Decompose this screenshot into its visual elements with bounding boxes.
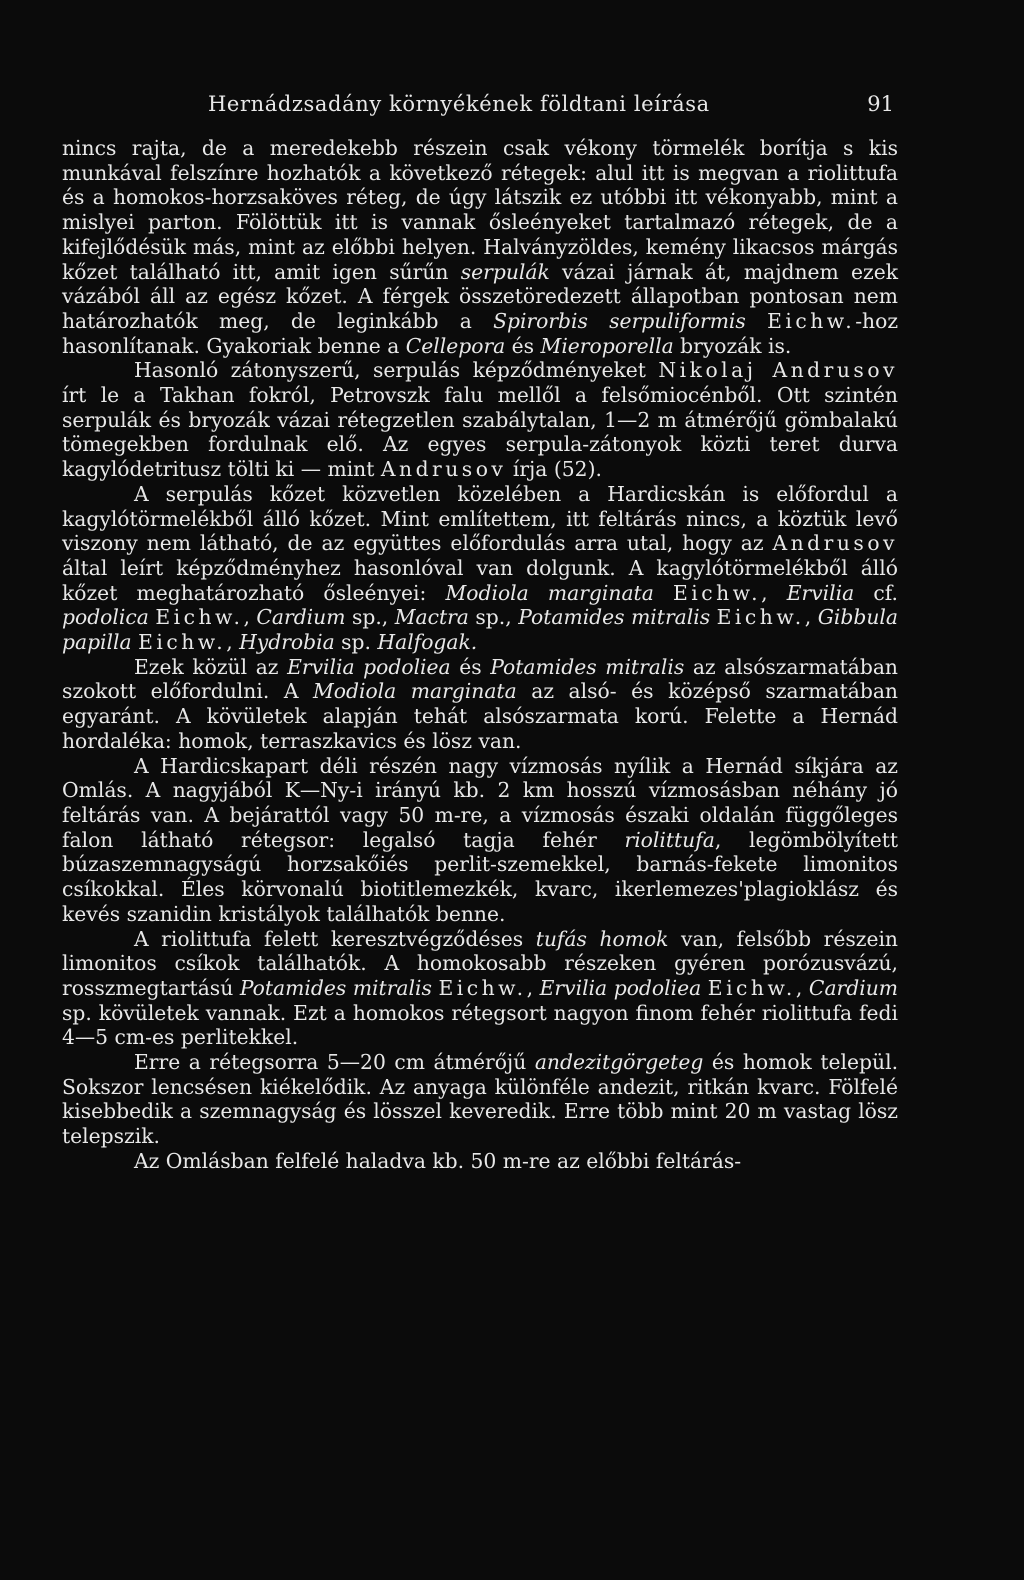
page-number: 91 [867,92,894,116]
paragraph [62,655,898,754]
spaced-name: Eichw. [707,975,796,1000]
spaced-name: Eichw. [767,308,856,333]
text-run: A serpulás kőzet közvetlen közelében a Hardicskán is előfordul a kagylótörmelékből álló kőzet. Mint említettem, itt feltárás nincs, a köztük levő viszony nem látható, de az együttes előfordulás arra utal, hogy az [62,481,898,556]
text-run: nincs rajta, de a meredekebb részein csak vékony törmelék borítja s kis munkával felszínre hozhatók a következő rétegek: alul itt is megvan a riolittufa és a homokos-horzsaköves réteg, de úgy látszik ez utóbbi itt vékonyabb, mint a mislyei parton. Fölöttük itt is vannak ősleényeket tartalmazó rétegek, de a kifejlődésük más, mint az előbbi helyen. Halványzöldes, kemény likacsos márgás kőzet található itt, amit igen sűrűn [62,136,898,284]
spaced-name: Eichw. [716,605,805,630]
text-run: -hoz hasonlítanak. Gyakoriak benne a [62,308,899,358]
italic-taxon: Modiola marginata [313,679,517,704]
spaced-name: Eichw. [438,975,527,1000]
italic-taxon: Spirorbis serpuliformis [493,308,746,333]
italic-taxon: Halfogak. [377,630,478,655]
italic-taxon: Cellepora [405,333,506,358]
text-run: az alsó- és középső szarmatában egyaránt. A kövületek alapján tehát alsószarmata korú. Felette a Hernád hordaléka: homok, terraszkavics és lösz van. [62,679,898,753]
running-header [0,92,1024,122]
text-run: és [505,333,541,358]
text-run: Hasonló zátonyszerű, serpulás képződményeket [134,358,659,383]
text-run: , [526,975,540,1000]
text-run: vázai járnak át, majdnem ezek vázából áll az egész kőzet. A férgek összetöredezett állapotban pontosan nem határozhatók meg, de leginkább a [62,259,899,333]
text-run: az alsószarmatában szokott előfordulni. A [62,654,898,704]
text-run: és homok települ. Sokszor lencsésen kiékelődik. Az anyaga különféle andezit, ritkán kvarc. Fölfelé kisebbedik a szemnagyság és lösszel keveredik. Erre több mint 20 m vastag lösz telepszik. [62,1050,899,1149]
text-run: és [450,654,491,679]
text-run: , [795,975,809,1000]
paragraph [62,1149,898,1174]
italic-taxon: Ervilia podoliea [539,975,702,1000]
italic-taxon: Ervilia podoliea [287,654,451,679]
italic-taxon: Ervilia [786,580,855,605]
italic-taxon: podolica [62,605,149,630]
body-text [62,136,898,1174]
text-run: sp., [345,605,395,630]
text-run: Erre a rétegsorra 5—20 cm átmérőjű [134,1050,535,1075]
paragraph [62,482,898,655]
text-run: , [226,630,240,655]
italic-taxon: serpulák [460,259,550,284]
italic-taxon: andezitgörgeteg [534,1050,704,1075]
text-run: cf. [854,580,898,605]
text-run: sp. kövületek vannak. Ezt a homokos rétegsort nagyon finom fehér riolittufa fedi 4—5 cm-es perlitekkel. [62,1000,898,1050]
italic-taxon: Potamides mitralis [239,975,432,1000]
text-run: Ezek közül az [134,654,288,679]
paragraph [62,136,898,358]
spaced-name: Andrusov [380,457,507,482]
text-run [746,309,767,333]
paragraph [62,754,898,927]
text-run: írt le a Takhan fokról, Petrovszk falu mellől a felsőmiocénből. Ott szintén serpulák és bryozák vázai rétegzetlen szabálytalan, 1—2 m átmérőjű gömbalakú tömegekben fordulnak elő. Az egyes serpula-zátonyok közti teret durva kagylódetritusz tölti ki — mint [62,383,898,482]
text-run: által leírt képződményhez hasonlóval van dolgunk. A kagylótörmelékből álló kőzet meghatározható ősleényei: [62,555,898,605]
text-run: , [243,605,257,630]
text-run: van, felsőbb részein limonitos csíkok találhatók. A homokosabb részeken gyéren porózusvázú, rosszmegtartású [62,926,898,1000]
italic-taxon: Modiola marginata [445,580,654,605]
italic-taxon: tufás homok [535,926,669,951]
spaced-name: Eichw. [138,630,227,655]
italic-taxon: Mactra [394,605,469,630]
text-run [701,976,708,1000]
paragraph [62,927,898,1051]
text-run: A Hardicskapart déli részén nagy vízmosás nyílik a Hernád síkjára az Omlás. A nagyjából K—Ny-i irányú kb. 2 km hosszú vízmosásban néhány jó feltárás van. A bejárattól vagy 50 m-re, a vízmosás északi oldalán függőleges falon látható rétegsor: legalsó tagja fehér [62,753,898,852]
text-run [654,581,673,605]
text-run: sp. [334,630,378,655]
italic-taxon: riolittufa [624,827,715,852]
spaced-name: Eichw. [672,580,762,605]
running-title: Hernádzsadány környékének földtani leírása [208,92,710,116]
italic-taxon: Potamides mitralis [490,654,685,679]
italic-taxon: Cardium [256,605,346,630]
spaced-name: Andrusov [772,531,898,556]
text-run: , [804,605,818,630]
italic-taxon: Gibbula papilla [62,605,898,655]
paragraph [62,1050,898,1149]
text-run: sp., [468,605,519,630]
text-run: bryozák is. [673,333,792,358]
italic-taxon: Potamides mitralis [518,605,711,630]
text-run: , legömbölyített búzaszemnagyságú horzsakőiés perlit-szemekkel, barnás-fekete limonitos csíkokkal. Éles körvonalú biotitlemezkék, kvarc, ikerlemezes'plagioklász és kevés szanidin kristályok találhatók benne. [62,827,898,926]
paragraph [62,358,898,482]
text-run: írja (52). [506,457,602,482]
spaced-name: Eichw. [155,605,244,630]
italic-taxon: Mieroporella [540,333,674,358]
spaced-name: Nikolaj Andrusov [658,358,898,383]
text-run: Az Omlásban felfelé haladva kb. 50 m-re az előbbi feltárás- [134,1148,742,1173]
text-run: A riolittufa felett keresztvégződéses [134,926,536,951]
italic-taxon: Hydrobia [239,630,335,655]
italic-taxon: Cardium [808,975,898,1000]
text-run: , [761,580,787,605]
